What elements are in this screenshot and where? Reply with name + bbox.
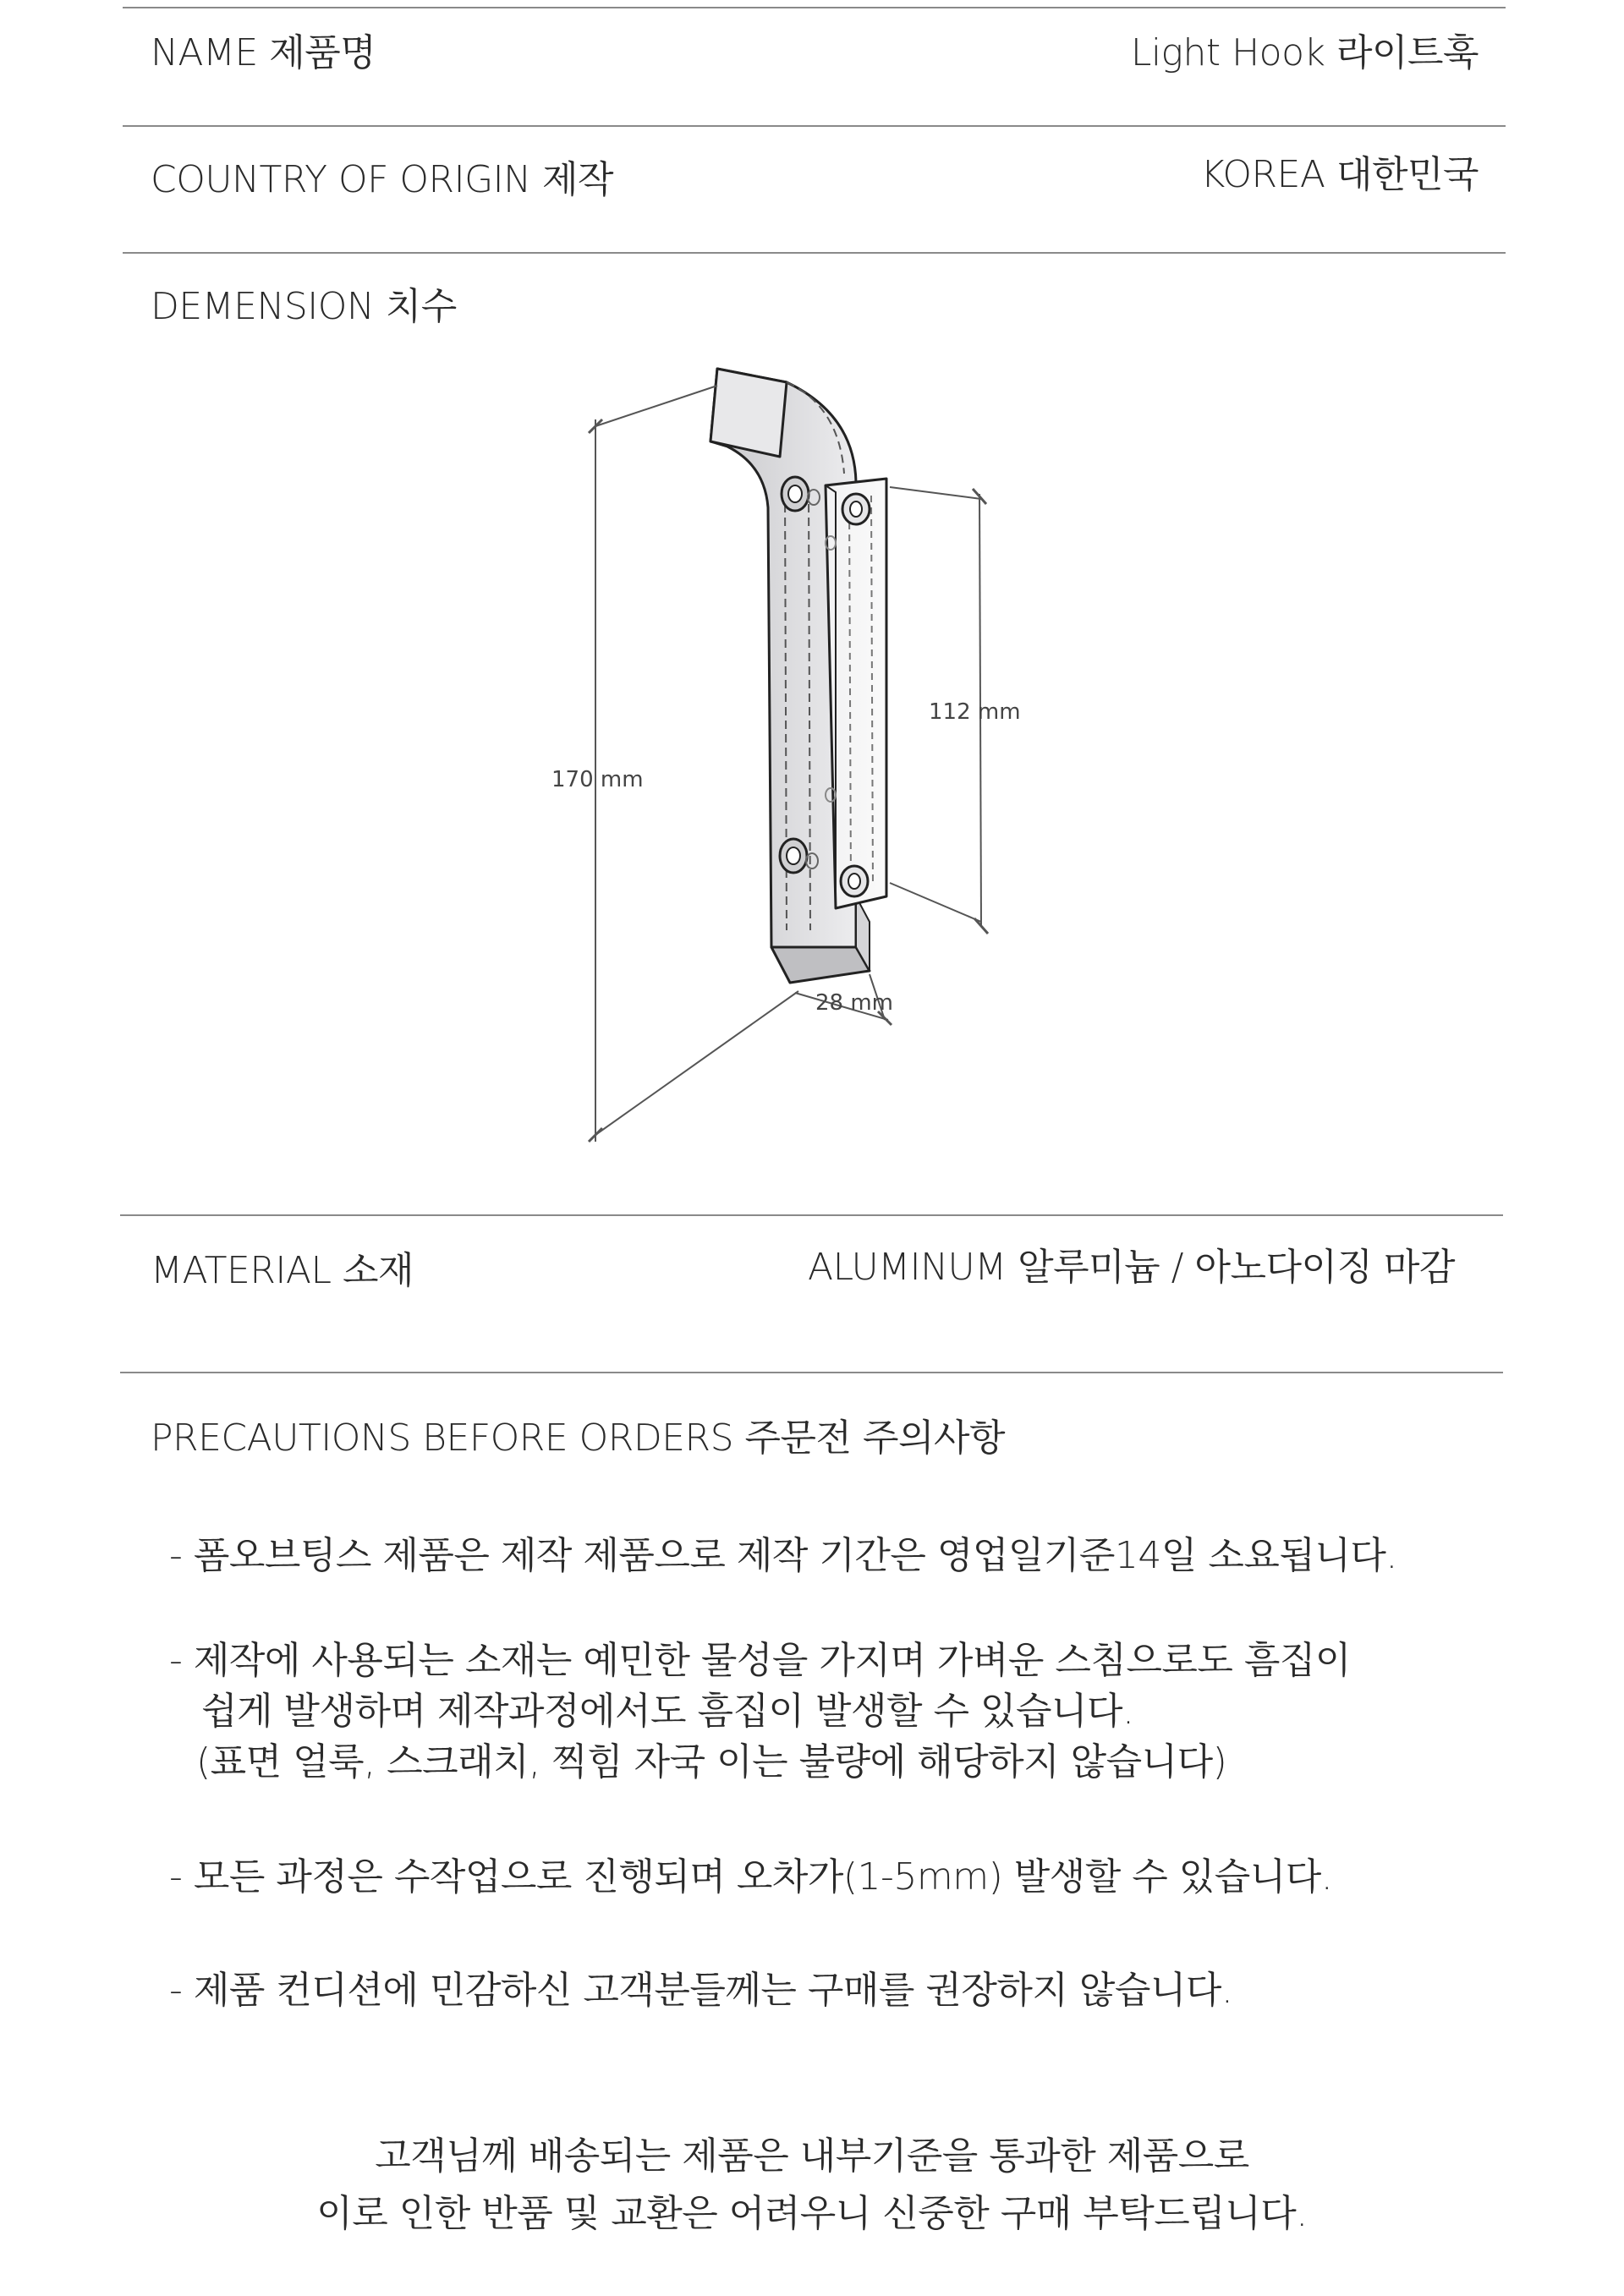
dimension-label: DEMENSION 치수 — [151, 285, 457, 328]
mounting-plate — [826, 479, 886, 908]
precaution-item-1 — [169, 1531, 1397, 1581]
precaution-item-3 — [169, 1852, 1332, 1903]
dimension-width-label: 28 mm — [815, 990, 894, 1016]
divider-origin — [123, 252, 1506, 254]
dimension-spacing-label: 112 mm — [929, 699, 1021, 725]
material-label: MATERIAL 소재 — [151, 1249, 414, 1292]
divider-dimension — [120, 1214, 1503, 1216]
precaution-item-1-text: - 폼오브팅스 제품은 제작 제품으로 제작 기간은 영업일기준14일 소요됩니다. — [169, 1534, 1397, 1577]
material-value: ALUMINUM 알루미늄 / 아노다이징 마감 — [808, 1246, 1455, 1289]
precautions-label: PRECAUTIONS BEFORE ORDERS 주문전 주의사항 — [151, 1417, 1006, 1460]
precaution-item-3-text: - 모든 과정은 수작업으로 진행되며 오차가(1-5mm) 발생할 수 있습니다. — [169, 1855, 1333, 1899]
origin-label: COUNTRY OF ORIGIN 제작 — [151, 158, 614, 201]
footer-line-2: 이로 인한 반품 및 교환은 어려우니 신중한 구매 부탁드립니다. — [316, 2192, 1308, 2235]
footer-line-1: 고객님께 배송되는 제품은 내부기준을 통과한 제품으로 — [375, 2134, 1249, 2178]
precaution-item-4-text: - 제품 컨디션에 민감하신 고객분들께는 구매를 권장하지 않습니다. — [169, 1969, 1233, 2012]
divider-top — [123, 7, 1506, 8]
light-hook-dimension-drawing — [508, 338, 1116, 1167]
name-value: Light Hook 라이트훅 — [1130, 31, 1479, 74]
divider-name — [123, 125, 1506, 127]
precaution-item-2-line-3: (표면 얼룩, 스크래치, 찍힘 자국 이는 불량에 해당하지 않습니다) — [196, 1740, 1227, 1784]
footer-notice — [0, 2128, 1624, 2243]
dimension-height-label: 170 mm — [551, 767, 644, 792]
precaution-item-2 — [169, 1636, 1351, 1788]
precaution-item-2-line-2: 쉽게 발생하며 제작과정에서도 흠집이 발생할 수 있습니다. — [201, 1690, 1134, 1733]
precaution-item-4 — [169, 1965, 1232, 2016]
name-label: NAME 제품명 — [151, 31, 376, 74]
divider-material — [120, 1372, 1503, 1373]
precaution-item-2-line-1: - 제작에 사용되는 소재는 예민한 물성을 가지며 가벼운 스침으로도 흠집이 — [169, 1639, 1351, 1682]
origin-value: KOREA 대한민국 — [1200, 153, 1479, 196]
